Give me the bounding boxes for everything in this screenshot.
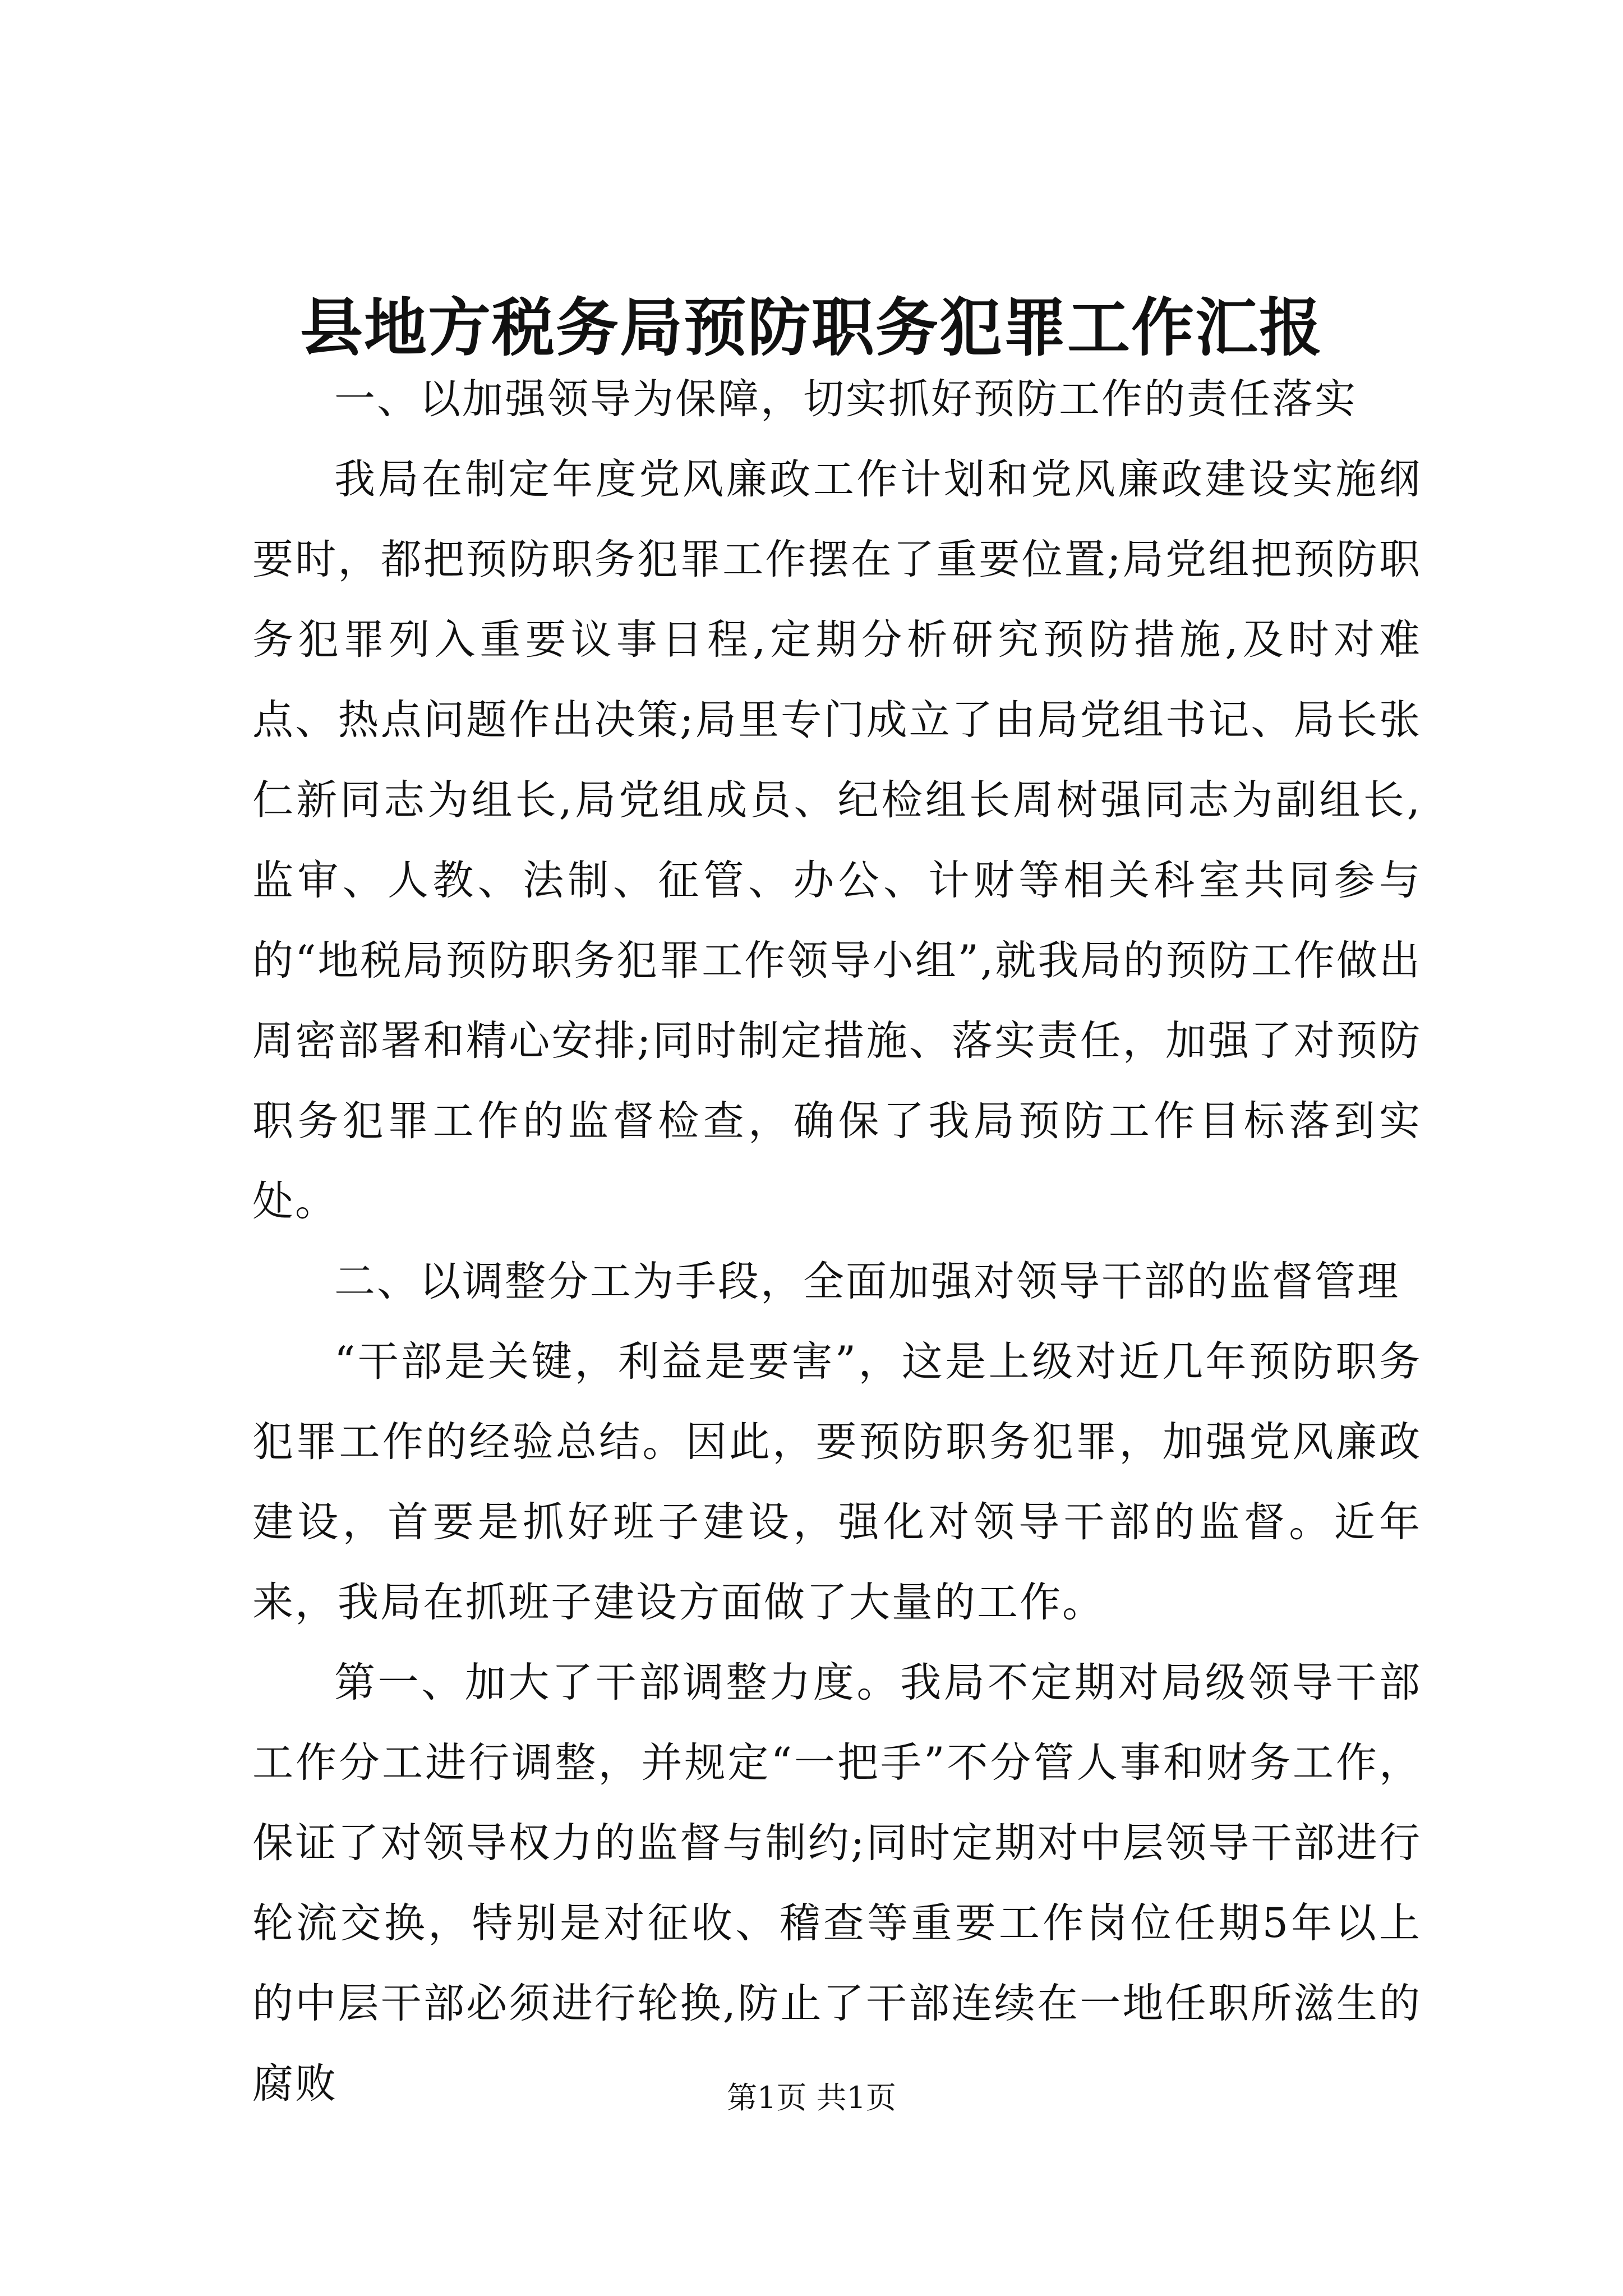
- page-footer: 第1页 共1页: [727, 2080, 896, 2115]
- document-body: [252, 359, 1422, 2124]
- document-title: 县地方税务局预防职务犯罪工作汇报: [300, 291, 1323, 365]
- section-heading-1: 一、以加强领导为保障，切实抓好预防工作的责任落实: [334, 375, 1357, 423]
- section-heading-2: 二、以调整分工为手段，全面加强对领导干部的监督管理: [334, 1258, 1400, 1305]
- paragraph-2: “干部是关键，利益是要害”，这是上级对近几年预防职务犯罪工作的经验总结。因此，要预防职务犯罪，加强党风廉政建设，首要是抓好班子建设，强化对领导干部的监督。近年来，我局在抓班子建设方面做了大量的工作。: [252, 1338, 1422, 1626]
- paragraph-1: 我局在制定年度党风廉政工作计划和党风廉政建设实施纲要时，都把预防职务犯罪工作摆在了重要位置;局党组把预防职务犯罪列入重要议事日程,定期分析研究预防措施,及时对难点、热点问题作出决策;局里专门成立了由局党组书记、局长张仁新同志为组长,局党组成员、纪检组长周树强同志为副组长,监审、人教、法制、征管、办公、计财等相关科室共同参与的“地税局预防职务犯罪工作领导小组”,就我局的预防工作做出周密部署和精心安排;同时制定措施、落实责任，加强了对预防职务犯罪工作的监督检查，确保了我局预防工作目标落到实处。: [252, 455, 1422, 1225]
- paragraph-3: 第一、加大了干部调整力度。我局不定期对局级领导干部工作分工进行调整，并规定“一把手”不分管人事和财务工作，保证了对领导权力的监督与制约;同时定期对中层领导干部进行轮流交换，特别是对征收、稽查等重要工作岗位任期5年以上的中层干部必须进行轮换,防止了干部连续在一地任职所滋生的腐败: [252, 1659, 1422, 2108]
